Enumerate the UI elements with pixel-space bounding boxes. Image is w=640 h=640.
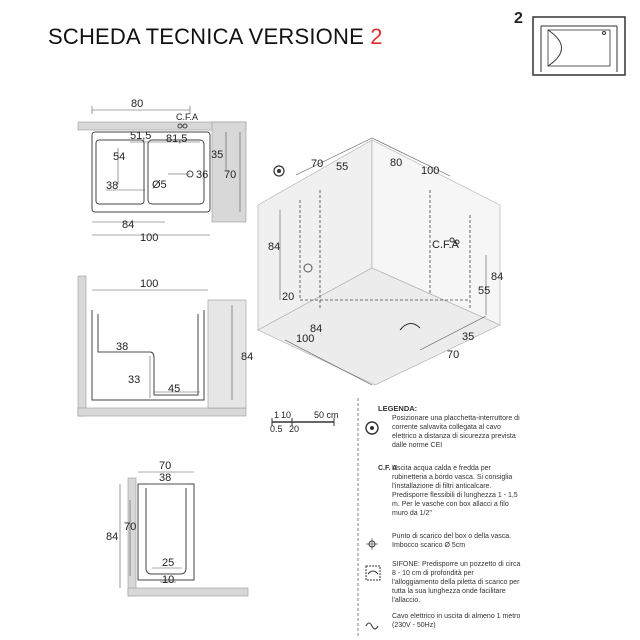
scale-10: 10 bbox=[281, 410, 292, 420]
dim-100: 100 bbox=[140, 278, 159, 290]
dim-35: 35 bbox=[462, 331, 475, 343]
dim-70: 70 bbox=[224, 169, 237, 181]
dim-70: 70 bbox=[311, 158, 324, 170]
plan-view bbox=[78, 98, 246, 244]
thumbnail-icon bbox=[533, 17, 625, 75]
dim-35: 35 bbox=[211, 149, 224, 161]
dim-84-left: 84 bbox=[268, 241, 281, 253]
dim-38: 38 bbox=[159, 472, 172, 484]
dim-45: 45 bbox=[168, 383, 181, 395]
dim-84: 84 bbox=[106, 531, 119, 543]
scale-20: 20 bbox=[289, 424, 300, 434]
dim-54: 54 bbox=[113, 151, 126, 163]
dim-80: 80 bbox=[131, 98, 144, 110]
dim-51-5: 51,5 bbox=[130, 130, 152, 142]
version-number: 2 bbox=[514, 10, 523, 27]
dim-10: 10 bbox=[162, 574, 175, 586]
dim-70-bottom: 70 bbox=[447, 349, 460, 361]
cfa-label: C.F.A bbox=[176, 112, 199, 122]
dim-84: 84 bbox=[241, 351, 254, 363]
legend-item: SIFONE: Predisporre un pozzetto di circa 8 - 10 cm di profondità per l'alloggiamento della piletta di scarico per tutta la sua lunghezza onde facilitare l'allaccio. bbox=[392, 561, 521, 604]
dim-38: 38 bbox=[116, 341, 129, 353]
legend-item: C.F. A Uscita acqua calda e fredda per rubinetteria a bordo vasca. Si consiglia l'installazione di filtri anticalcare. Predisporre flessibili di lunghezza 1 - 1,5 m. Per le vasche con box allacci a filo muro da 1/2" bbox=[378, 465, 518, 517]
dim-84: 84 bbox=[122, 219, 135, 231]
isometric-view bbox=[258, 138, 503, 385]
dim-55: 55 bbox=[336, 161, 349, 173]
dim-100-bottom: 100 bbox=[296, 333, 315, 345]
page-title: SCHEDA TECNICA VERSIONE 2 bbox=[48, 24, 383, 49]
front-view bbox=[106, 460, 248, 596]
dim-25: 25 bbox=[162, 557, 175, 569]
side-view bbox=[78, 276, 253, 416]
dim-36: 36 bbox=[196, 169, 209, 181]
dim-70: 70 bbox=[159, 460, 172, 472]
dim-80: 80 bbox=[390, 157, 403, 169]
scale-50cm: 50 cm bbox=[314, 410, 339, 420]
dim-38: 38 bbox=[106, 180, 119, 192]
dim-100: 100 bbox=[140, 232, 159, 244]
dim-84-right: 84 bbox=[491, 271, 504, 283]
scale-1: 1 bbox=[274, 410, 280, 420]
scale-bar bbox=[270, 410, 339, 434]
legend-item: Punto di scarico del box o della vasca. Imbocco scarico Ø 5cm bbox=[392, 533, 512, 549]
cfa-label: C.F.A bbox=[432, 239, 459, 251]
legend-heading: LEGENDA: bbox=[378, 404, 418, 413]
dim-100: 100 bbox=[421, 165, 440, 177]
dim-55-right: 55 bbox=[478, 285, 491, 297]
dim-drain-5: Ø5 bbox=[152, 179, 167, 191]
legend-item: Cavo elettrico in uscita di almeno 1 metro (230V - 50Hz) bbox=[392, 613, 521, 629]
dim-84-bottom: 84 bbox=[310, 323, 323, 335]
scale-05: 0.5 bbox=[270, 424, 283, 434]
dim-70-vertical: 70 bbox=[124, 521, 137, 533]
dim-33: 33 bbox=[128, 374, 141, 386]
legend-item: Posizionare una placchetta-interruttore di corrente salvavita collegata al cavo elettrico a distanza di sicurezza prevista dalle norme CEI bbox=[392, 415, 520, 449]
dim-81-5: 81,5 bbox=[166, 133, 188, 145]
dim-20: 20 bbox=[282, 291, 295, 303]
